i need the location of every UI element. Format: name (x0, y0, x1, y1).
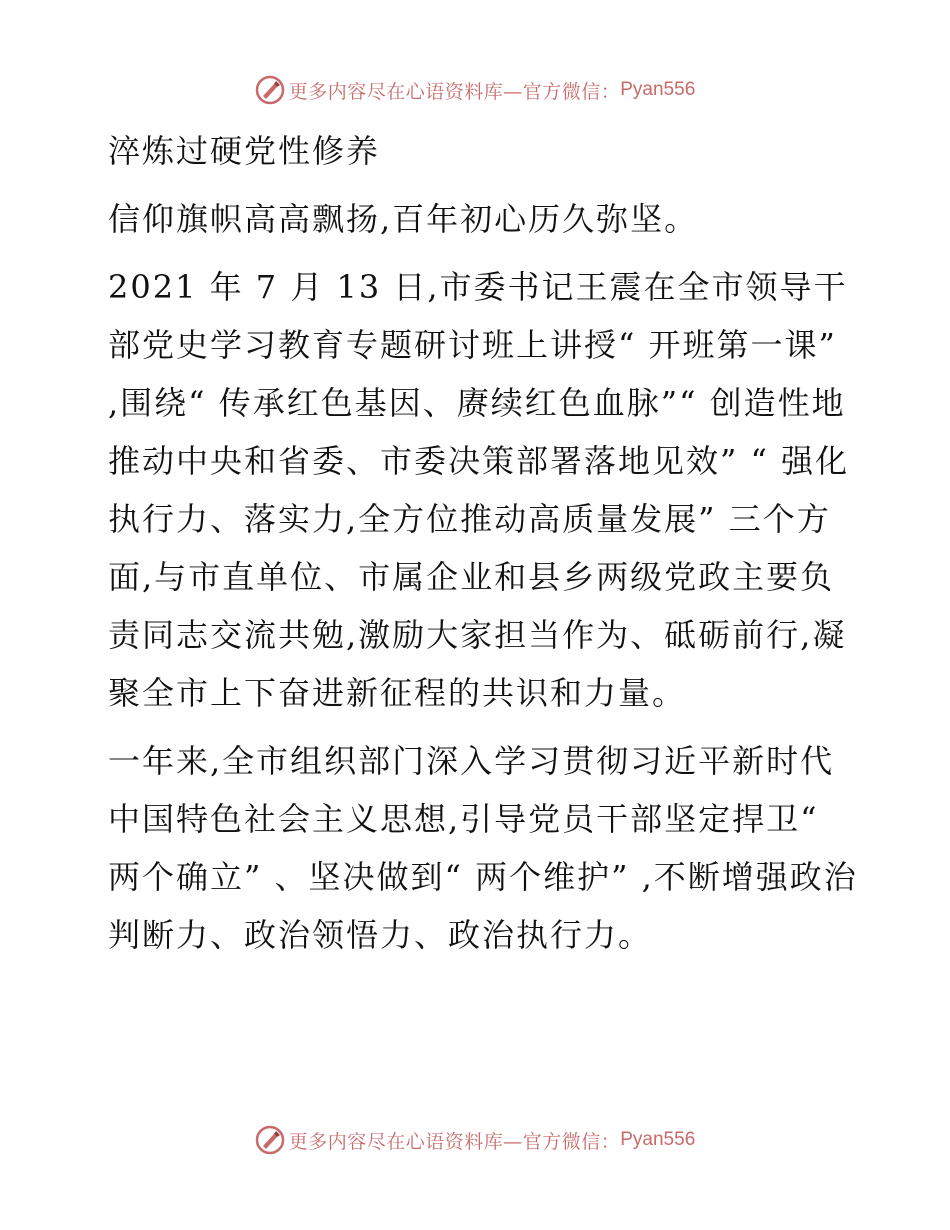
paragraph-3: 一年来,全市组织部门深入学习贯彻习近平新时代中国特色社会主义思想,引导党员干部坚定捍卫“ 两个确立” 、坚决做到“ 两个维护” ,不断增强政治判断力、政治领悟力、政治执行力。 (108, 742, 858, 954)
document-title: 淬炼过硬党性修养 (108, 132, 381, 170)
watermark-wechat-id: Pyan556 (620, 79, 696, 100)
paragraph-1: 信仰旗帜高高飘扬,百年初心历久弥坚。 (108, 200, 699, 238)
document-body (98, 122, 858, 974)
paragraph-2: 2021 年 7 月 13 日,市委书记王震在全市领导干部党史学习教育专题研讨班上讲授“ 开班第一课” ,围绕“ 传承红色基因、赓续红色血脉”“ 创造性地推动中央和省委、市委决策部署落地见效” “ 强化执行力、落实力,全方位推动高质量发展” 三个方面,与市直单位、市属企业和县乡两级党政主要负责同志交流共勉,激励大家担当作为、砥砺前行,凝聚全市上下奋进新征程的共识和力量。 (108, 268, 850, 712)
pen-seal-icon (255, 1125, 285, 1155)
watermark-wechat-id: Pyan556 (620, 1129, 696, 1150)
pen-seal-icon (255, 75, 285, 105)
watermark-text: 更多内容尽在心语资料库—官方微信： (288, 1130, 621, 1153)
watermark-text: 更多内容尽在心语资料库—官方微信： (288, 80, 621, 103)
footer-watermark (0, 1122, 950, 1158)
header-watermark (0, 72, 950, 108)
